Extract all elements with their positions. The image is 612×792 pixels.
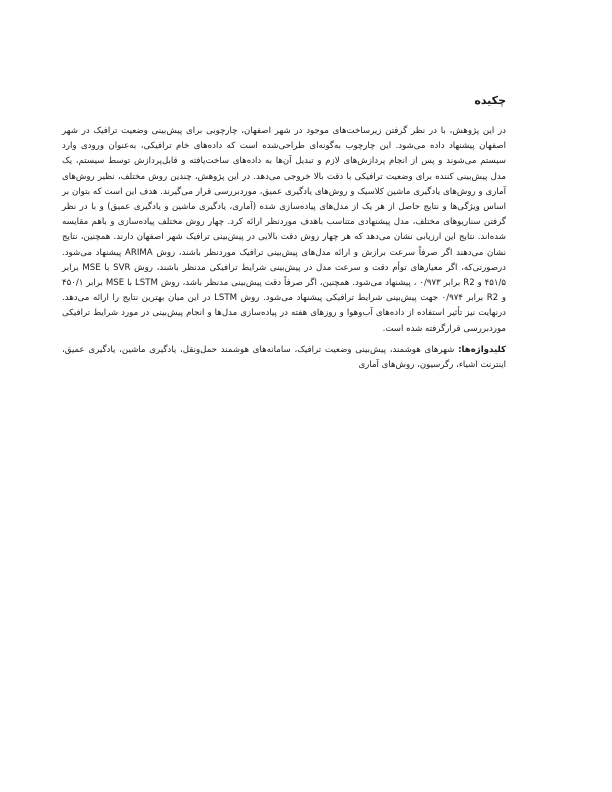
keywords-paragraph: [62, 343, 506, 373]
abstract-body: در این پژوهش، با در نظر گرفتن زیرساخت‌های موجود در شهر اصفهان، چارچوبی برای پیش‌بینی وضعیت ترافیک در شهر اصفهان پیشنهاد داده می‌شود. این چارچوب به‌گونه‌ای طراحی‌شده است که داده‌های خام ترافیکی، به‌عنوان ورودی وارد سیستم می‌شوند و پس از انجام پردازش‌های لازم و تبدیل آن‌ها به داده‌های ساخت‌یافته و قابل‌پردازش توسط سیستم، یک مدل پیش‌بینی کننده برای وضعیت ترافیکی با دقت بالا خروجی می‌دهد. در این پژوهش، چندین روش مختلف، نظیر روش‌های آماری و روش‌های یادگیری ماشین کلاسیک و روش‌های یادگیری عمیق، موردبررسی قرار می‌گیرند. هدف این است که بتوان بر اساس ویژگی‌ها و نتایج حاصل از هر یک از مدل‌های پیاده‌سازی شده (آماری، یادگیری ماشین و یادگیری عمیق) و با در نظر گرفتن سناریوهای مختلف، مدل پیشنهادی متناسب باهدف موردنظر ارائه کرد. چهار روش مختلف پیاده‌سازی و باهم مقایسه شده‌اند. نتایج این ارزیابی نشان می‌دهد که هر چهار روش دقت بالایی در پیش‌بینی ترافیک شهر اصفهان دارند. همچنین، نتایج نشان می‌دهند اگر صرفاً سرعت برازش و ارائه مدل‌های پیش‌بینی ترافیک موردنظر باشند، روش ARIMA پیشنهاد می‌شود. درصورتی‌که، اگر معیارهای توأم دقت و سرعت مدل در پیش‌بینی شرایط ترافیکی مدنظر باشند، روش SVR با MSE برابر ۴۵۱/۵ و R2 برابر ۰/۹۷۳ ، پیشنهاد می‌شود. همچنین، اگر صرفاً دقت پیش‌بینی مدنظر باشد، روش LSTM با MSE برابر ۴۵۰/۱ و R2 برابر ۰/۹۷۴ جهت پیش‌بینی شرایط ترافیکی پیشنهاد می‌شود. روش LSTM در این میان بهترین نتایج را ارائه می‌دهد. درنهایت نیز تأثیر استفاده از داده‌های آب‌وهوا و روزهای هفته در پیاده‌سازی مدل‌ها و انجام پیش‌بینی در مورد شرایط ترافیکی موردبررسی قرارگرفته شده است.: [62, 126, 506, 334]
keywords-list: شهرهای هوشمند، پیش‌بینی وضعیت ترافیک، سامانه‌های هوشمند حمل‌ونقل، یادگیری ماشین، یادگیری عمیق، اینترنت اشیاء، رگرسیون، روش‌های آماری: [62, 344, 506, 371]
abstract-heading: چکیده: [474, 94, 506, 107]
abstract-section: [62, 94, 506, 373]
keywords-label: کلیدواژه‌ها:: [458, 344, 506, 355]
